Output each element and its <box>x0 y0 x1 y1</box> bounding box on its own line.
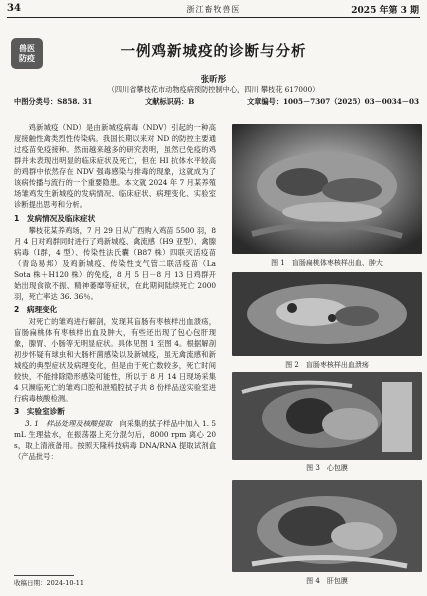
badge-line-2: 防疫 <box>19 53 35 63</box>
figure-4-caption: 图 4 肝包膜 <box>306 577 348 585</box>
page-number: 34 <box>7 3 21 14</box>
subsection-heading-3-1: 3. 1 样品处理及核酸提取 <box>24 419 112 428</box>
figure-3-caption: 图 3 心包膜 <box>306 464 348 472</box>
article-id: 文章编号：1005－7307（2025）03－0034－03 <box>247 97 419 106</box>
footnote-rule <box>14 575 74 576</box>
intro-paragraph: 鸡新城疫（ND）是由新城疫病毒（NDV）引起的一种高度接触性禽类烈性传染病。我国长期以来对 ND 的防控主要通过疫苗免疫接种。然而越来越多的研究表明，虽然已免疫的鸡群并未表现出明显的临床症状及死亡，但在 HI 抗体水平较高的鸡群中依然存在 NDV 强毒感染与排毒的现象，这就成为了该病传播与流行的一个重要隐患。本文就 2024 年 7 月某养殖场雏鸡发生新城疫的发病情况、临床症状、病理变化、实验室诊断提出思考和分析。 <box>14 123 216 209</box>
figure-4-photo <box>232 480 422 572</box>
paragraph-3-1-text: 向采集的拭子样品中加入 1. 5 mL 生理盐水，在振荡器上充分混匀后，8000 rpm 离心 20 s，取上清液备用。按照天隆科技病毒 DNA/RNA 提取试剂盒（产品批号： <box>14 419 216 461</box>
paragraph-2: 对死亡的雏鸡进行解剖，发现其盲肠有枣核样出血溃疡，盲肠扁桃体有枣核样出血及肿大，有些还出现了包心包肝现象，腺胃、小肠等无明显症状。具体见图 1 至图 4。根据解剖初步怀疑有球虫和大肠杆菌感染以及新城疫，虽无禽流感和新城疫的典型症状及病理变化，但是由于死亡数较多，死亡时间较快，不能排除隐形感染可能性，所以于 8 月 14 日现场采集 4 只濒临死亡的雏鸡口腔和泄殖腔拭子共 8 份样品送实验室进行病毒核酸检测。 <box>14 317 216 403</box>
section-heading-2: 2 病理变化 <box>14 305 58 314</box>
figure-1-caption: 图 1 盲肠扁桃体枣核样出血、肿大 <box>271 259 383 267</box>
figure-2-caption: 图 2 盲肠枣核样出血溃疡 <box>285 361 369 369</box>
figure-1-photo <box>232 124 422 254</box>
paragraph-3-1 <box>14 418 216 462</box>
section-heading-1: 1 发病情况及临床症状 <box>14 214 96 223</box>
document-code: 文献标识码：B <box>145 97 195 106</box>
received-date: 收稿日期：2024-10-11 <box>14 579 84 587</box>
author-affiliation: （四川省攀枝花市动物疫病预防控制中心，四川 攀枝花 617000） <box>107 85 320 94</box>
article-title: 一例鸡新城疫的诊断与分析 <box>120 44 307 60</box>
journal-issue: 2025 年第 3 期 <box>351 6 419 16</box>
article-author: 张昕彤 <box>200 75 227 85</box>
header-rule <box>7 17 420 18</box>
article-meta <box>14 97 419 107</box>
badge-line-1: 兽医 <box>19 43 35 53</box>
paragraph-1: 攀枝花某养鸡场，7 月 29 日从广西购入鸡苗 5500 羽，8 月 4 日对鸡群同时进行了鸡新城疫、禽流感（H9 亚型）、禽腺病毒（Ⅰ群，4 型）、传染性法氏囊（B87 株）四联灭活疫苗（青岛易邦）及鸡新城疫、传染性支气管二联活疫苗（La Sota 株＋H120 株）的免疫，8 月 5 日－8 月 13 日鸡群开始出现食欲不振、精神萎靡等症状，在此期间陆续死亡 2000 羽，死亡率达 36. 36％。 <box>14 226 216 301</box>
clc-number: 中图分类号：S858. 31 <box>14 97 93 106</box>
figure-2-photo <box>232 272 422 356</box>
section-heading-3: 3 实验室诊断 <box>14 407 65 416</box>
journal-name: 浙江畜牧兽医 <box>186 5 241 14</box>
body-column <box>14 122 216 462</box>
figure-3-photo <box>232 372 422 460</box>
